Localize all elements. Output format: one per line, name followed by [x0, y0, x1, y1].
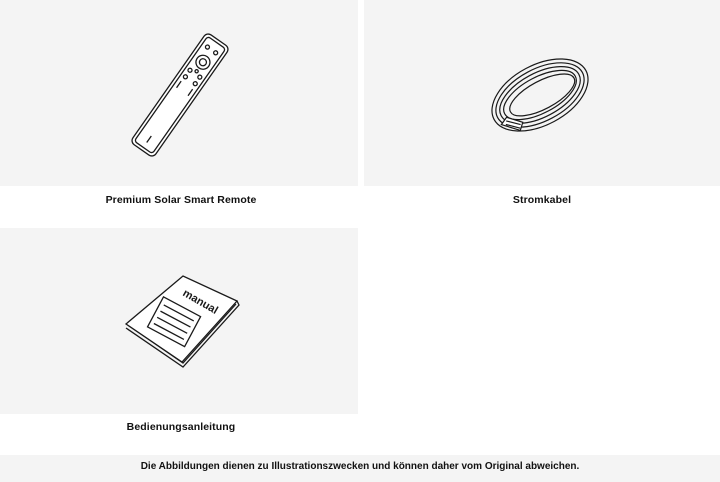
product-image-cable: [364, 0, 720, 186]
disclaimer-text: Die Abbildungen dienen zu Illustrationszwecken und können daher vom Original abweichen.: [140, 461, 580, 472]
power-cable-icon: [364, 0, 720, 186]
disclaimer-bar: [0, 455, 720, 482]
caption-cable: Stromkabel: [512, 194, 572, 206]
product-image-remote: [0, 0, 358, 186]
manual-book-icon: [0, 228, 358, 414]
product-image-manual: [0, 228, 358, 414]
remote-control-icon: [0, 0, 358, 186]
caption-manual: Bedienungsanleitung: [126, 421, 236, 433]
manual-cover-text: manual: [180, 287, 220, 317]
caption-remote: Premium Solar Smart Remote: [105, 194, 257, 206]
